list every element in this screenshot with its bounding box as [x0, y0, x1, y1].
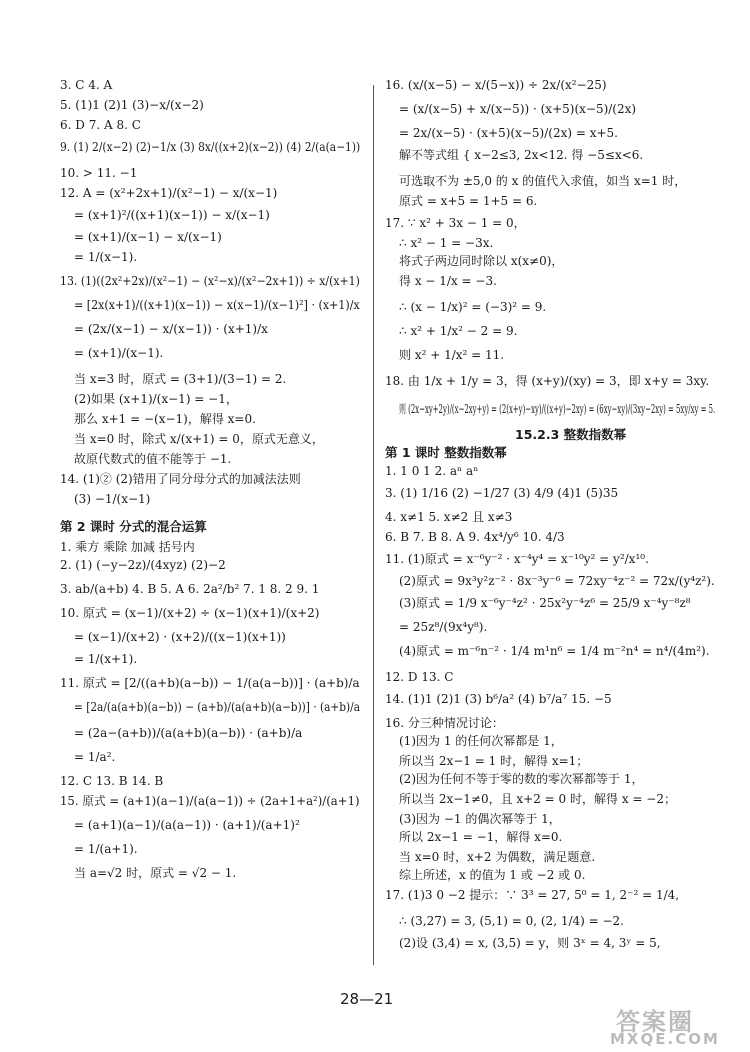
right-line: 则 (2x−xy+2y)/(x−2xy+y) = (2(x+y)−xy)/((x+y)−2xy) = (6xy−xy)/(3xy−2xy) = 5xy/xy = 5.	[399, 402, 716, 416]
left-line: = 1/(x+1).	[74, 652, 138, 666]
left-line: 5. (1)1 (2)1 (3)−x/(x−2)	[60, 98, 204, 112]
left-line: (3) −1/(x−1)	[74, 492, 151, 506]
left-line: 那么 x+1 = −(x−1)，解得 x=0.	[74, 412, 256, 426]
right-line: 17. ∵ x² + 3x − 1 = 0，	[385, 216, 526, 230]
column-divider	[373, 85, 374, 965]
right-line: (2)设 (3,4) = x, (3,5) = y，则 3ˣ = 4, 3ʸ = 5,	[399, 936, 661, 950]
left-line: 9. (1) 2/(x−2) (2)−1/x (3) 8x/((x+2)(x−2)) (4) 2/(a(a−1))	[60, 140, 361, 154]
watermark-logo	[596, 1002, 736, 1048]
right-line: (1)因为 1 的任何次幂都是 1，	[399, 734, 563, 748]
right-line: 4. x≠1 5. x≠2 且 x≠3	[385, 510, 513, 524]
left-line: 14. (1)② (2)错用了同分母分式的加减法法则	[60, 472, 301, 486]
left-line: 故原代数式的值不能等于 −1.	[74, 452, 232, 466]
right-line: 则 x² + 1/x² = 11.	[399, 348, 505, 362]
left-line: 当 x=0 时，除式 x/(x+1) = 0，原式无意义，	[74, 432, 324, 446]
left-line: 第 2 课时 分式的混合运算	[60, 519, 207, 534]
right-line: 综上所述，x 的值为 1 或 −2 或 0.	[399, 868, 586, 882]
right-line: (3)因为 −1 的偶次幂等于 1，	[399, 812, 561, 826]
left-line: = (2x/(x−1) − x/(x−1)) · (x+1)/x	[74, 322, 268, 336]
left-line: 12. A = (x²+2x+1)/(x²−1) − x/(x−1)	[60, 186, 278, 200]
left-line: = (x+1)²/((x+1)(x−1)) − x/(x−1)	[74, 208, 270, 222]
right-line: 原式 = x+5 = 1+5 = 6.	[399, 194, 538, 208]
right-line: (3)原式 = 1/9 x⁻⁶y⁻⁴z² · 25x²y⁻⁴z⁶ = 25/9 x⁻⁴y⁻⁸z⁸	[399, 596, 691, 610]
left-line: = (x+1)/(x−1).	[74, 346, 164, 360]
right-line: 所以当 2x−1≠0，且 x+2 = 0 时，解得 x = −2；	[399, 792, 676, 806]
left-line: = (2a−(a+b))/(a(a+b)(a−b)) · (a+b)/a	[74, 726, 303, 740]
left-line: 3. ab/(a+b) 4. B 5. A 6. 2a²/b² 7. 1 8. 2 9. 1	[60, 582, 320, 596]
left-line: = [2x(x+1)/((x+1)(x−1)) − x(x−1)/(x−1)²] · (x+1)/x	[74, 298, 360, 312]
left-line: 3. C 4. A	[60, 78, 113, 92]
left-line: 11. 原式 = [2/((a+b)(a−b)) − 1/(a(a−b))] · (a+b)/a	[60, 676, 360, 690]
right-line: 6. B 7. B 8. A 9. 4x⁴/y⁶ 10. 4/3	[385, 530, 565, 544]
right-line: 3. (1) 1/16 (2) −1/27 (3) 4/9 (4)1 (5)35	[385, 486, 619, 500]
right-line: (4)原式 = m⁻⁶n⁻² · 1/4 m¹n⁶ = 1/4 m⁻²n⁴ = n⁴/(4m²).	[399, 644, 710, 658]
watermark-url: MXQE.COM	[610, 1030, 720, 1048]
watermark-text: 答案圈	[616, 1008, 694, 1036]
right-line: 可选取不为 ±5,0 的 x 的值代入求值，如当 x=1 时，	[399, 174, 687, 188]
right-line: 18. 由 1/x + 1/y = 3，得 (x+y)/(xy) = 3，即 x+y = 3xy.	[385, 374, 710, 388]
right-line: ∴ (3,27) = 3, (5,1) = 0, (2, 1/4) = −2.	[399, 914, 624, 928]
right-line: 14. (1)1 (2)1 (3) b⁶/a² (4) b⁷/a⁷ 15. −5	[385, 692, 612, 706]
left-line: 当 x=3 时，原式 = (3+1)/(3−1) = 2.	[74, 372, 287, 386]
right-line: ∴ x² − 1 = −3x.	[399, 236, 494, 250]
left-line: = 1/(x−1).	[74, 250, 138, 264]
left-line: 15. 原式 = (a+1)(a−1)/(a(a−1)) ÷ (2a+1+a²)/(a+1)	[60, 794, 360, 808]
right-line: 当 x=0 时，x+2 为偶数，满足题意.	[399, 850, 596, 864]
right-line: 所以当 2x−1 = 1 时，解得 x=1；	[399, 754, 589, 768]
right-line: = 25z⁸/(9x⁴y⁸).	[399, 620, 488, 634]
left-line: = (a+1)(a−1)/(a(a−1)) · (a+1)/(a+1)²	[74, 818, 300, 832]
left-line: = 1/(a+1).	[74, 842, 138, 856]
page-number: 28—21	[340, 990, 394, 1008]
right-line: = 2x/(x−5) · (x+5)(x−5)/(2x) = x+5.	[399, 126, 618, 140]
right-line: 16. (x/(x−5) − x/(5−x)) ÷ 2x/(x²−25)	[385, 78, 607, 92]
left-line: = 1/a².	[74, 750, 116, 764]
left-line: 1. 乘方 乘除 加减 括号内	[60, 540, 195, 554]
right-line: = (x/(x−5) + x/(x−5)) · (x+5)(x−5)/(2x)	[399, 102, 637, 116]
right-line: 将式子两边同时除以 x(x≠0)，	[399, 254, 564, 268]
left-line: 10. > 11. −1	[60, 166, 138, 180]
right-line: 11. (1)原式 = x⁻⁶y⁻² · x⁻⁴y⁴ = x⁻¹⁰y² = y²/x¹⁰.	[385, 552, 649, 566]
left-line: = (x−1)/(x+2) · (x+2)/((x−1)(x+1))	[74, 630, 286, 644]
right-line: 16. 分三种情况讨论：	[385, 716, 504, 730]
right-line: 12. D 13. C	[385, 670, 454, 684]
right-line: ∴ x² + 1/x² − 2 = 9.	[399, 324, 518, 338]
left-line: = (x+1)/(x−1) − x/(x−1)	[74, 230, 222, 244]
right-line: (2)因为任何不等于零的数的零次幂都等于 1，	[399, 772, 644, 786]
right-line: (2)原式 = 9x³y²z⁻² · 8x⁻³y⁻⁶ = 72xy⁻⁴z⁻² = 72x/(y⁴z²).	[399, 574, 715, 588]
left-line: 12. C 13. B 14. B	[60, 774, 164, 788]
right-line: 第 1 课时 整数指数幂	[385, 445, 507, 460]
right-line: 17. (1)3 0 −2 提示：∵ 3³ = 27, 5⁰ = 1, 2⁻² = 1/4,	[385, 888, 680, 902]
left-line: 13. (1)((2x²+2x)/(x²−1) − (x²−x)/(x²−2x+1)) ÷ x/(x+1)	[60, 274, 360, 288]
right-line: 解不等式组 { x−2≤3, 2x<12. 得 −5≤x<6.	[399, 148, 644, 162]
right-line: 得 x − 1/x = −3.	[399, 274, 497, 288]
left-line: 2. (1) (−y−2z)/(4xyz) (2)−2	[60, 558, 226, 572]
right-line: 1. 1 0 1 2. aⁿ aⁿ	[385, 464, 479, 478]
right-line: ∴ (x − 1/x)² = (−3)² = 9.	[399, 300, 547, 314]
right-line: 所以 2x−1 = −1，解得 x=0.	[399, 830, 563, 844]
right-line: 15.2.3 整数指数幂	[515, 427, 627, 442]
left-line: 10. 原式 = (x−1)/(x+2) ÷ (x−1)(x+1)/(x+2)	[60, 606, 320, 620]
left-line: 当 a=√2 时，原式 = √2 − 1.	[74, 866, 237, 880]
left-line: 6. D 7. A 8. C	[60, 118, 141, 132]
left-line: (2)如果 (x+1)/(x−1) = −1，	[74, 392, 238, 406]
left-line: = [2a/(a(a+b)(a−b)) − (a+b)/(a(a+b)(a−b))] · (a+b)/a	[74, 700, 360, 714]
